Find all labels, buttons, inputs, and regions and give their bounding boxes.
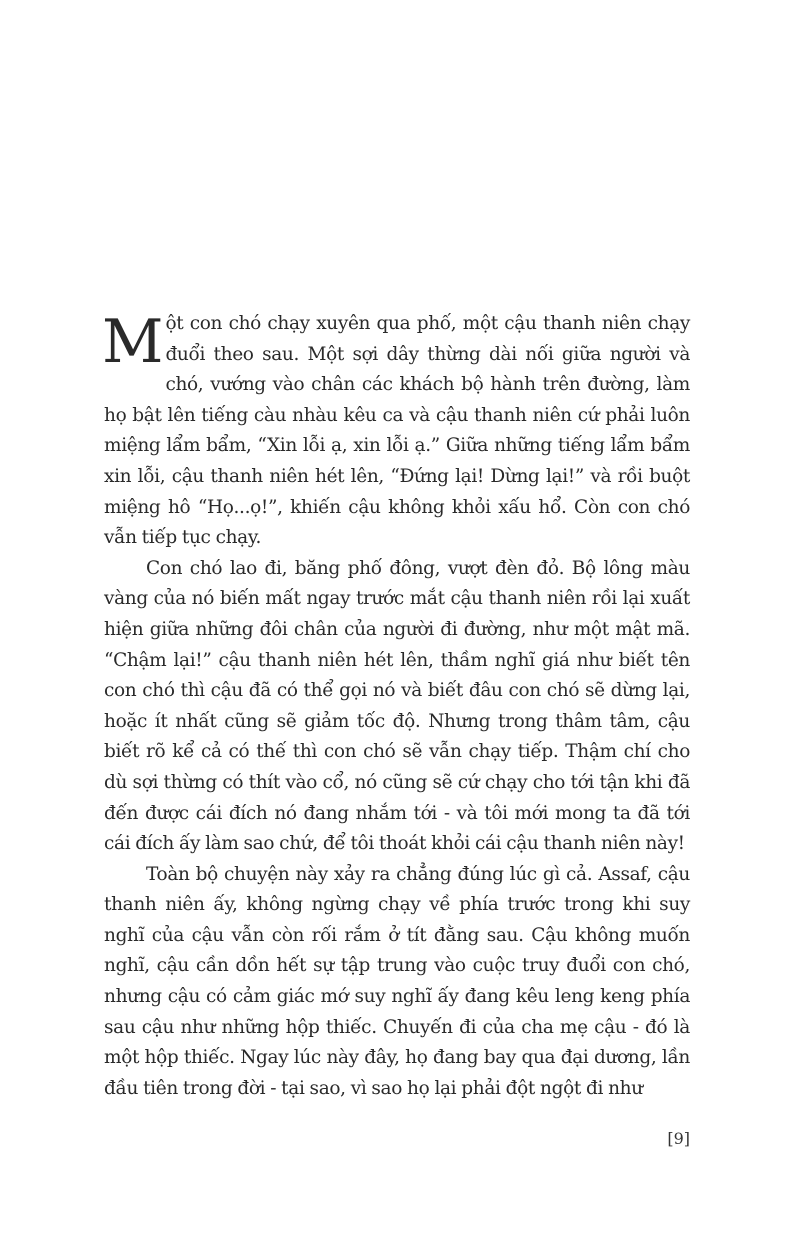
paragraph-2: Con chó lao đi, băng phố đông, vượt đèn đỏ. Bộ lông màu vàng của nó biến mất ngay trước mắt cậu thanh niên rồi lại xuất hiện giữa những đôi chân của người đi đường, như một mật mã. “Chậm lại!” cậu thanh niên hét lên, thầm nghĩ giá như biết tên con chó thì cậu đã có thể gọi nó và biết đâu con chó sẽ dừng lại, hoặc ít nhất cũng sẽ giảm tốc độ. Nhưng trong thâm tâm, cậu biết rõ kể cả có thế thì con chó sẽ vẫn chạy tiếp. Thậm chí cho dù sợi thừng có thít vào cổ, nó cũng sẽ cứ chạy cho tới tận khi đã đến được cái đích nó đang nhắm tới - và tôi mới mong ta đã tới cái đích ấy làm sao chứ, để tôi thoát khỏi cái cậu thanh niên này!: [104, 557, 690, 855]
paragraph-1: [104, 309, 690, 554]
drop-cap: M: [102, 307, 164, 377]
page-number: [9]: [667, 1129, 690, 1148]
paragraph-3: Toàn bộ chuyện này xảy ra chẳng đúng lúc gì cả. Assaf, cậu thanh niên ấy, không ngừng chạy về phía trước trong khi suy nghĩ của cậu vẫn còn rối rắm ở tít đằng sau. Cậu không muốn nghĩ, cậu cần dồn hết sự tập trung vào cuộc truy đuổi con chó, nhưng cậu có cảm giác mớ suy nghĩ ấy đang kêu leng keng phía sau cậu như những hộp thiếc. Chuyến đi của cha mẹ cậu - đó là một hộp thiếc. Ngay lúc này đây, họ đang bay qua đại dương, lần đầu tiên trong đời - tại sao, vì sao họ lại phải đột ngột đi như: [104, 863, 690, 1099]
body-text: [104, 309, 690, 1104]
paragraph-1-text: ột con chó chạy xuyên qua phố, một cậu thanh niên chạy đuổi theo sau. Một sợi dây thừng dài nối giữa người và chó, vướng vào chân các khách bộ hành trên đường, làm họ bật lên tiếng càu nhàu kêu ca và cậu thanh niên cứ phải luôn miệng lẩm bẩm, “Xin lỗi ạ, xin lỗi ạ.” Giữa những tiếng lẩm bẩm xin lỗi, cậu thanh niên hét lên, “Đứng lại! Dừng lại!” và rồi buột miệng hô “Họ...ọ!”, khiến cậu không khỏi xấu hổ. Còn con chó vẫn tiếp tục chạy.: [104, 313, 690, 549]
